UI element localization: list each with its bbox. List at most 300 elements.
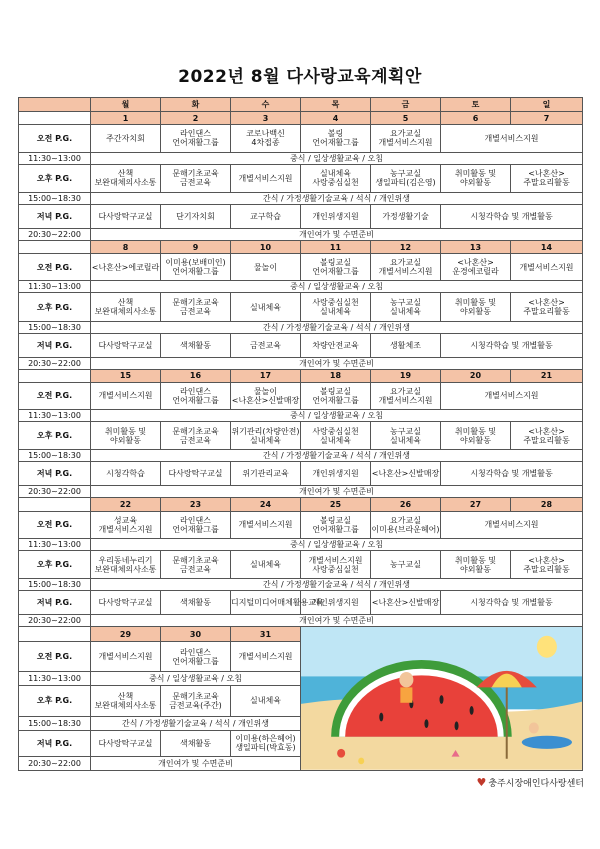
time-label: 11:30~13:00 (19, 152, 91, 164)
activity-line: 볼링 (327, 129, 344, 139)
date-cell: 26 (371, 498, 441, 511)
activity-line: 요가교실 (390, 386, 421, 396)
activity-line: <나혼산>신발매장 (231, 395, 300, 405)
date-cell: 16 (161, 369, 231, 382)
beach-art (301, 627, 582, 770)
activity-line: 농구교실 (390, 169, 421, 179)
activity-line: 디지털미디어매체활용교육 (231, 598, 324, 608)
activity-line: 언어재활그룹 (312, 524, 359, 534)
activity-line: 주간자치회 (106, 133, 145, 143)
heart-logo-icon: ♥ (476, 776, 487, 789)
activity-cell (231, 550, 301, 578)
activity-cell (161, 730, 231, 757)
activity-cell (161, 333, 231, 357)
night-band: 개인여가 및 수면준비 (91, 486, 583, 498)
activity-cell (91, 641, 161, 671)
lunch-band: 중식 / 일상생활교육 / 오침 (91, 538, 583, 550)
activity-line: 실내체육 (250, 435, 281, 445)
activity-line: 언어재활그룹 (172, 524, 219, 534)
activity-line: 야외활동 (110, 435, 141, 445)
activity-cell (371, 254, 441, 281)
activity-line: 위기관리교육 (242, 469, 289, 479)
am-row (19, 382, 583, 409)
time-label: 15:00~18:30 (19, 192, 91, 204)
activity-line: 개별서비스지원 (238, 520, 293, 530)
activity-line: 시청각학습 및 개별활동 (470, 340, 553, 350)
date-cell: 22 (91, 498, 161, 511)
activity-line: 취미활동 및 (454, 298, 497, 308)
date-cell: 25 (301, 498, 371, 511)
snack-band: 간식 / 가정생활기술교육 / 석식 / 개인위생 (91, 579, 583, 591)
date-row-label (19, 369, 91, 382)
night-row (19, 357, 583, 369)
eve-row (19, 204, 583, 228)
activity-cell (441, 550, 511, 578)
activity-cell (161, 462, 231, 486)
activity-cell (161, 125, 231, 152)
activity-line: 주말요리활동 (523, 435, 570, 445)
pm-row (19, 164, 583, 192)
date-cell: 5 (371, 112, 441, 125)
date-cell: 12 (371, 240, 441, 253)
activity-line: 성교육 (113, 515, 138, 525)
time-label: 20:30~22:00 (19, 615, 91, 627)
night-band: 개인여가 및 수면준비 (91, 757, 301, 771)
activity-cell (511, 422, 583, 450)
date-cell: 15 (91, 369, 161, 382)
snack-row (19, 321, 583, 333)
date-cell: 27 (441, 498, 511, 511)
snack-band: 간식 / 가정생활기술교육 / 석식 / 개인위생 (91, 192, 583, 204)
activity-line: 차량안전교육 (312, 340, 359, 350)
activity-line: 주말요리활동 (523, 307, 570, 317)
activity-line: <나혼산>신발매장 (371, 598, 440, 608)
time-label: 11:30~13:00 (19, 538, 91, 550)
activity-cell (91, 125, 161, 152)
page-title: 2022년 8월 다사랑교육계획안 (178, 67, 422, 87)
activity-cell (441, 591, 583, 615)
pm-row (19, 293, 583, 321)
date-cell: 21 (511, 369, 583, 382)
activity-line: 라인댄스 (180, 386, 211, 396)
activity-line: 물놀이 (253, 386, 278, 396)
pm-label: 오후 P.G. (19, 422, 91, 450)
activity-cell (441, 125, 583, 152)
activity-cell (91, 511, 161, 538)
activity-line: 사랑중심실천 (312, 426, 359, 436)
activity-line: 다사랑탁구교실 (98, 211, 153, 221)
activity-cell (301, 550, 371, 578)
activity-line: 물놀이 (253, 262, 278, 272)
activity-line: 언어재활그룹 (172, 267, 219, 277)
activity-line: 볼링교실 (320, 515, 351, 525)
am-row (19, 511, 583, 538)
am-row (19, 125, 583, 152)
activity-cell (301, 125, 371, 152)
activity-line: 단기자치회 (176, 211, 215, 221)
activity-line: 개별서비스지원 (519, 262, 574, 272)
activity-cell (91, 550, 161, 578)
time-label: 15:00~18:30 (19, 717, 91, 730)
activity-line: 4차접종 (251, 138, 280, 148)
date-cell: 19 (371, 369, 441, 382)
activity-line: 야외활동 (460, 564, 491, 574)
activity-line: 사랑중심실천 (312, 298, 359, 308)
activity-line: 운경에코릴라 (452, 267, 499, 277)
activity-line: 다사랑탁구교실 (98, 340, 153, 350)
activity-cell (231, 511, 301, 538)
activity-cell (231, 125, 301, 152)
eve-row (19, 591, 583, 615)
activity-cell (91, 462, 161, 486)
night-row (19, 615, 583, 627)
summer-beach-watermelon-illustration (301, 627, 583, 771)
date-cell: 9 (161, 240, 231, 253)
time-label: 20:30~22:00 (19, 486, 91, 498)
activity-line: <나혼산> (528, 555, 565, 565)
activity-line: 시청각학습 (106, 469, 145, 479)
activity-line: 생일파티(김은영) (375, 178, 436, 188)
activity-line: 요가교실 (390, 515, 421, 525)
day-name: 수 (231, 98, 301, 112)
activity-line: 실내체육 (320, 169, 351, 179)
activity-cell (441, 204, 583, 228)
activity-line: 산책 (117, 691, 134, 701)
day-name: 토 (441, 98, 511, 112)
activity-cell (301, 204, 371, 228)
lunch-band: 중식 / 일상생활교육 / 오침 (91, 152, 583, 164)
activity-line: 문해기초교육 (172, 555, 219, 565)
activity-line: 금전교육 (180, 435, 211, 445)
day-header-row (19, 98, 583, 112)
activity-line: 문해기초교육 (172, 169, 219, 179)
activity-cell (371, 550, 441, 578)
activity-cell (301, 382, 371, 409)
eve-label: 저녁 P.G. (19, 730, 91, 757)
time-label: 20:30~22:00 (19, 228, 91, 240)
date-cell: 7 (511, 112, 583, 125)
activity-cell (371, 462, 441, 486)
activity-line: <나혼산>신발매장 (371, 469, 440, 479)
corner-cell (19, 98, 91, 112)
activity-cell (91, 422, 161, 450)
activity-cell (161, 511, 231, 538)
pm-row (19, 550, 583, 578)
activity-cell (91, 382, 161, 409)
activity-line: 야외활동 (460, 307, 491, 317)
activity-line: 색채활동 (180, 738, 211, 748)
activity-line: 이미용(하은헤어) (235, 734, 296, 744)
activity-cell (91, 685, 161, 717)
date-row-label (19, 498, 91, 511)
activity-cell (301, 511, 371, 538)
activity-cell (371, 125, 441, 152)
activity-line: 라인댄스 (180, 129, 211, 139)
activity-line: 개별서비스지원 (378, 267, 433, 277)
activity-line: 취미활동 및 (104, 426, 147, 436)
activity-cell (441, 511, 583, 538)
activity-line: 문해기초교육 (172, 298, 219, 308)
eve-row (19, 333, 583, 357)
activity-line: 실내체육 (250, 696, 281, 706)
activity-line: 시청각학습 및 개별활동 (470, 598, 553, 608)
eve-row (19, 462, 583, 486)
activity-line: 금전교육 (180, 307, 211, 317)
snack-band: 간식 / 가정생활기술교육 / 석식 / 개인위생 (91, 450, 583, 462)
activity-cell (91, 333, 161, 357)
eve-label: 저녁 P.G. (19, 462, 91, 486)
activity-line: 색채활동 (180, 340, 211, 350)
eve-label: 저녁 P.G. (19, 333, 91, 357)
activity-line: <나혼산> (528, 169, 565, 179)
date-cell: 14 (511, 240, 583, 253)
activity-cell (511, 164, 583, 192)
activity-line: 취미활동 및 (454, 555, 497, 565)
activity-cell (371, 333, 441, 357)
activity-line: 개별서비스지원 (98, 391, 153, 401)
activity-cell (301, 164, 371, 192)
activity-line: 언어재활그룹 (172, 656, 219, 666)
lunch-band: 중식 / 일상생활교육 / 오침 (91, 281, 583, 293)
am-label: 오전 P.G. (19, 641, 91, 671)
activity-line: 야외활동 (460, 178, 491, 188)
date-row (19, 112, 583, 125)
lunch-row (19, 281, 583, 293)
activity-line: 산책 (117, 169, 134, 179)
activity-line: 생활체조 (390, 340, 421, 350)
activity-cell (161, 685, 231, 717)
activity-cell (161, 204, 231, 228)
activity-line: 금전교육(주간) (169, 700, 222, 710)
date-cell: 23 (161, 498, 231, 511)
pm-label: 오후 P.G. (19, 164, 91, 192)
date-cell: 6 (441, 112, 511, 125)
activity-line: 보완대체의사소통 (94, 564, 157, 574)
activity-cell (161, 293, 231, 321)
date-cell: 31 (231, 627, 301, 642)
activity-cell (441, 164, 511, 192)
activity-line: <나혼산> (528, 426, 565, 436)
date-row (19, 369, 583, 382)
activity-line: 시청각학습 및 개별활동 (470, 211, 553, 221)
activity-line: 개별서비스지원 (484, 391, 539, 401)
activity-line: 실내체육 (250, 560, 281, 570)
date-cell: 18 (301, 369, 371, 382)
activity-cell (301, 333, 371, 357)
activity-cell (231, 591, 324, 615)
activity-cell (91, 730, 161, 757)
activity-cell (301, 293, 371, 321)
date-row-label (19, 240, 91, 253)
activity-cell (231, 164, 301, 192)
lunch-row (19, 410, 583, 422)
time-label: 11:30~13:00 (19, 281, 91, 293)
activity-line: 문해기초교육 (172, 426, 219, 436)
activity-cell (371, 382, 441, 409)
schedule-table (18, 97, 583, 771)
activity-line: 언어재활그룹 (172, 395, 219, 405)
activity-line: 다사랑탁구교실 (98, 598, 153, 608)
date-cell: 28 (511, 498, 583, 511)
eve-label: 저녁 P.G. (19, 591, 91, 615)
day-name: 일 (511, 98, 583, 112)
lunch-row (19, 152, 583, 164)
lunch-row (19, 538, 583, 550)
activity-line: 라인댄스 (180, 647, 211, 657)
activity-cell (91, 293, 161, 321)
activity-line: 언어재활그룹 (312, 267, 359, 277)
activity-line: 개별서비스지원 (238, 652, 293, 662)
date-cell: 3 (231, 112, 301, 125)
time-label: 15:00~18:30 (19, 450, 91, 462)
activity-line: 산책 (117, 298, 134, 308)
activity-line: 생일파티(박효동) (235, 743, 296, 753)
date-cell: 17 (231, 369, 301, 382)
activity-line: 주말요리활동 (523, 564, 570, 574)
snack-row (19, 579, 583, 591)
activity-cell (91, 164, 161, 192)
activity-line: 개인위생지원 (312, 598, 359, 608)
date-cell: 10 (231, 240, 301, 253)
am-label: 오전 P.G. (19, 125, 91, 152)
snack-row (19, 450, 583, 462)
activity-line: 실내체육 (320, 435, 351, 445)
activity-cell (371, 591, 441, 615)
night-row (19, 228, 583, 240)
lunch-band: 중식 / 일상생활교육 / 오침 (91, 672, 301, 685)
activity-line: 개별서비스지원 (98, 524, 153, 534)
activity-cell (371, 511, 441, 538)
date-cell: 30 (161, 627, 231, 642)
am-row (19, 254, 583, 281)
activity-cell (231, 333, 301, 357)
activity-cell (441, 333, 583, 357)
activity-cell (231, 641, 301, 671)
night-band: 개인여가 및 수면준비 (91, 357, 583, 369)
activity-line: 문해기초교육 (172, 691, 219, 701)
activity-line: 사랑중심실천 (312, 178, 359, 188)
am-label: 오전 P.G. (19, 382, 91, 409)
date-cell: 4 (301, 112, 371, 125)
activity-cell (161, 591, 231, 615)
activity-cell (231, 422, 301, 450)
activity-cell (91, 254, 161, 281)
date-cell: 8 (91, 240, 161, 253)
activity-line: 라인댄스 (180, 515, 211, 525)
date-cell: 24 (231, 498, 301, 511)
activity-line: 언어재활그룹 (172, 138, 219, 148)
activity-cell (161, 550, 231, 578)
time-label: 15:00~18:30 (19, 321, 91, 333)
activity-line: 다사랑탁구교실 (168, 469, 223, 479)
activity-cell (371, 164, 441, 192)
activity-line: 개별서비스지원 (238, 173, 293, 183)
activity-line: 실내체육 (320, 307, 351, 317)
pm-label: 오후 P.G. (19, 550, 91, 578)
am-label: 오전 P.G. (19, 511, 91, 538)
activity-cell (441, 382, 583, 409)
activity-line: 금전교육 (250, 340, 281, 350)
activity-line: 농구교실 (390, 426, 421, 436)
activity-line: 우리동네누리기 (98, 555, 153, 565)
activity-line: <나혼산>에코릴라 (91, 262, 160, 272)
activity-line: 언어재활그룹 (312, 395, 359, 405)
time-label: 15:00~18:30 (19, 579, 91, 591)
activity-line: 요가교실 (390, 258, 421, 268)
night-band: 개인여가 및 수면준비 (91, 228, 583, 240)
night-band: 개인여가 및 수면준비 (91, 615, 583, 627)
date-cell: 20 (441, 369, 511, 382)
time-label: 20:30~22:00 (19, 757, 91, 771)
activity-line: 개별서비스지원 (484, 133, 539, 143)
activity-line: 주말요리활동 (523, 178, 570, 188)
activity-cell (231, 730, 301, 757)
activity-line: 개별서비스지원 (308, 555, 363, 565)
day-name: 화 (161, 98, 231, 112)
activity-cell (161, 254, 231, 281)
date-cell: 13 (441, 240, 511, 253)
activity-line: 요가교실 (390, 129, 421, 139)
activity-line: 농구교실 (390, 298, 421, 308)
activity-line: 보완대체의사소통 (94, 700, 157, 710)
date-cell: 1 (91, 112, 161, 125)
lunch-band: 중식 / 일상생활교육 / 오침 (91, 410, 583, 422)
activity-cell (161, 382, 231, 409)
activity-line: 야외활동 (460, 435, 491, 445)
activity-line: 금전교육 (180, 564, 211, 574)
activity-cell (231, 382, 301, 409)
activity-cell (161, 164, 231, 192)
activity-cell (231, 685, 301, 717)
snack-band: 간식 / 가정생활기술교육 / 석식 / 개인위생 (91, 717, 301, 730)
activity-line: 보완대체의사소통 (94, 178, 157, 188)
activity-line: 볼링교실 (320, 386, 351, 396)
activity-cell (301, 462, 371, 486)
activity-cell (231, 204, 301, 228)
activity-cell (441, 293, 511, 321)
activity-line: 개별서비스지원 (98, 652, 153, 662)
date-row (19, 240, 583, 253)
am-label: 오전 P.G. (19, 254, 91, 281)
activity-line: 실내체육 (250, 302, 281, 312)
snack-band: 간식 / 가정생활기술교육 / 석식 / 개인위생 (91, 321, 583, 333)
snack-row (19, 192, 583, 204)
activity-cell (441, 254, 511, 281)
time-label: 20:30~22:00 (19, 357, 91, 369)
activity-cell (511, 293, 583, 321)
pm-label: 오후 P.G. (19, 685, 91, 717)
activity-line: 금전교육 (180, 178, 211, 188)
activity-line: 위기관리(차량안전) (231, 426, 300, 436)
activity-line: 코로나백신 (246, 129, 285, 139)
activity-cell (231, 293, 301, 321)
activity-line: 개별서비스지원 (378, 138, 433, 148)
activity-line: 취미활동 및 (454, 426, 497, 436)
night-row (19, 486, 583, 498)
activity-line: 실내체육 (390, 307, 421, 317)
activity-line: 교구학습 (250, 211, 281, 221)
activity-line: <나혼산> (528, 298, 565, 308)
date-row (19, 498, 583, 511)
activity-cell (231, 462, 301, 486)
activity-cell (511, 550, 583, 578)
center-name: 충주시장애인다사랑센터 (488, 779, 584, 789)
date-cell: 29 (91, 627, 161, 642)
activity-line: 실내체육 (390, 435, 421, 445)
activity-cell (91, 204, 161, 228)
activity-line: 사랑중심실천 (312, 564, 359, 574)
activity-line: 개별서비스지원 (378, 395, 433, 405)
